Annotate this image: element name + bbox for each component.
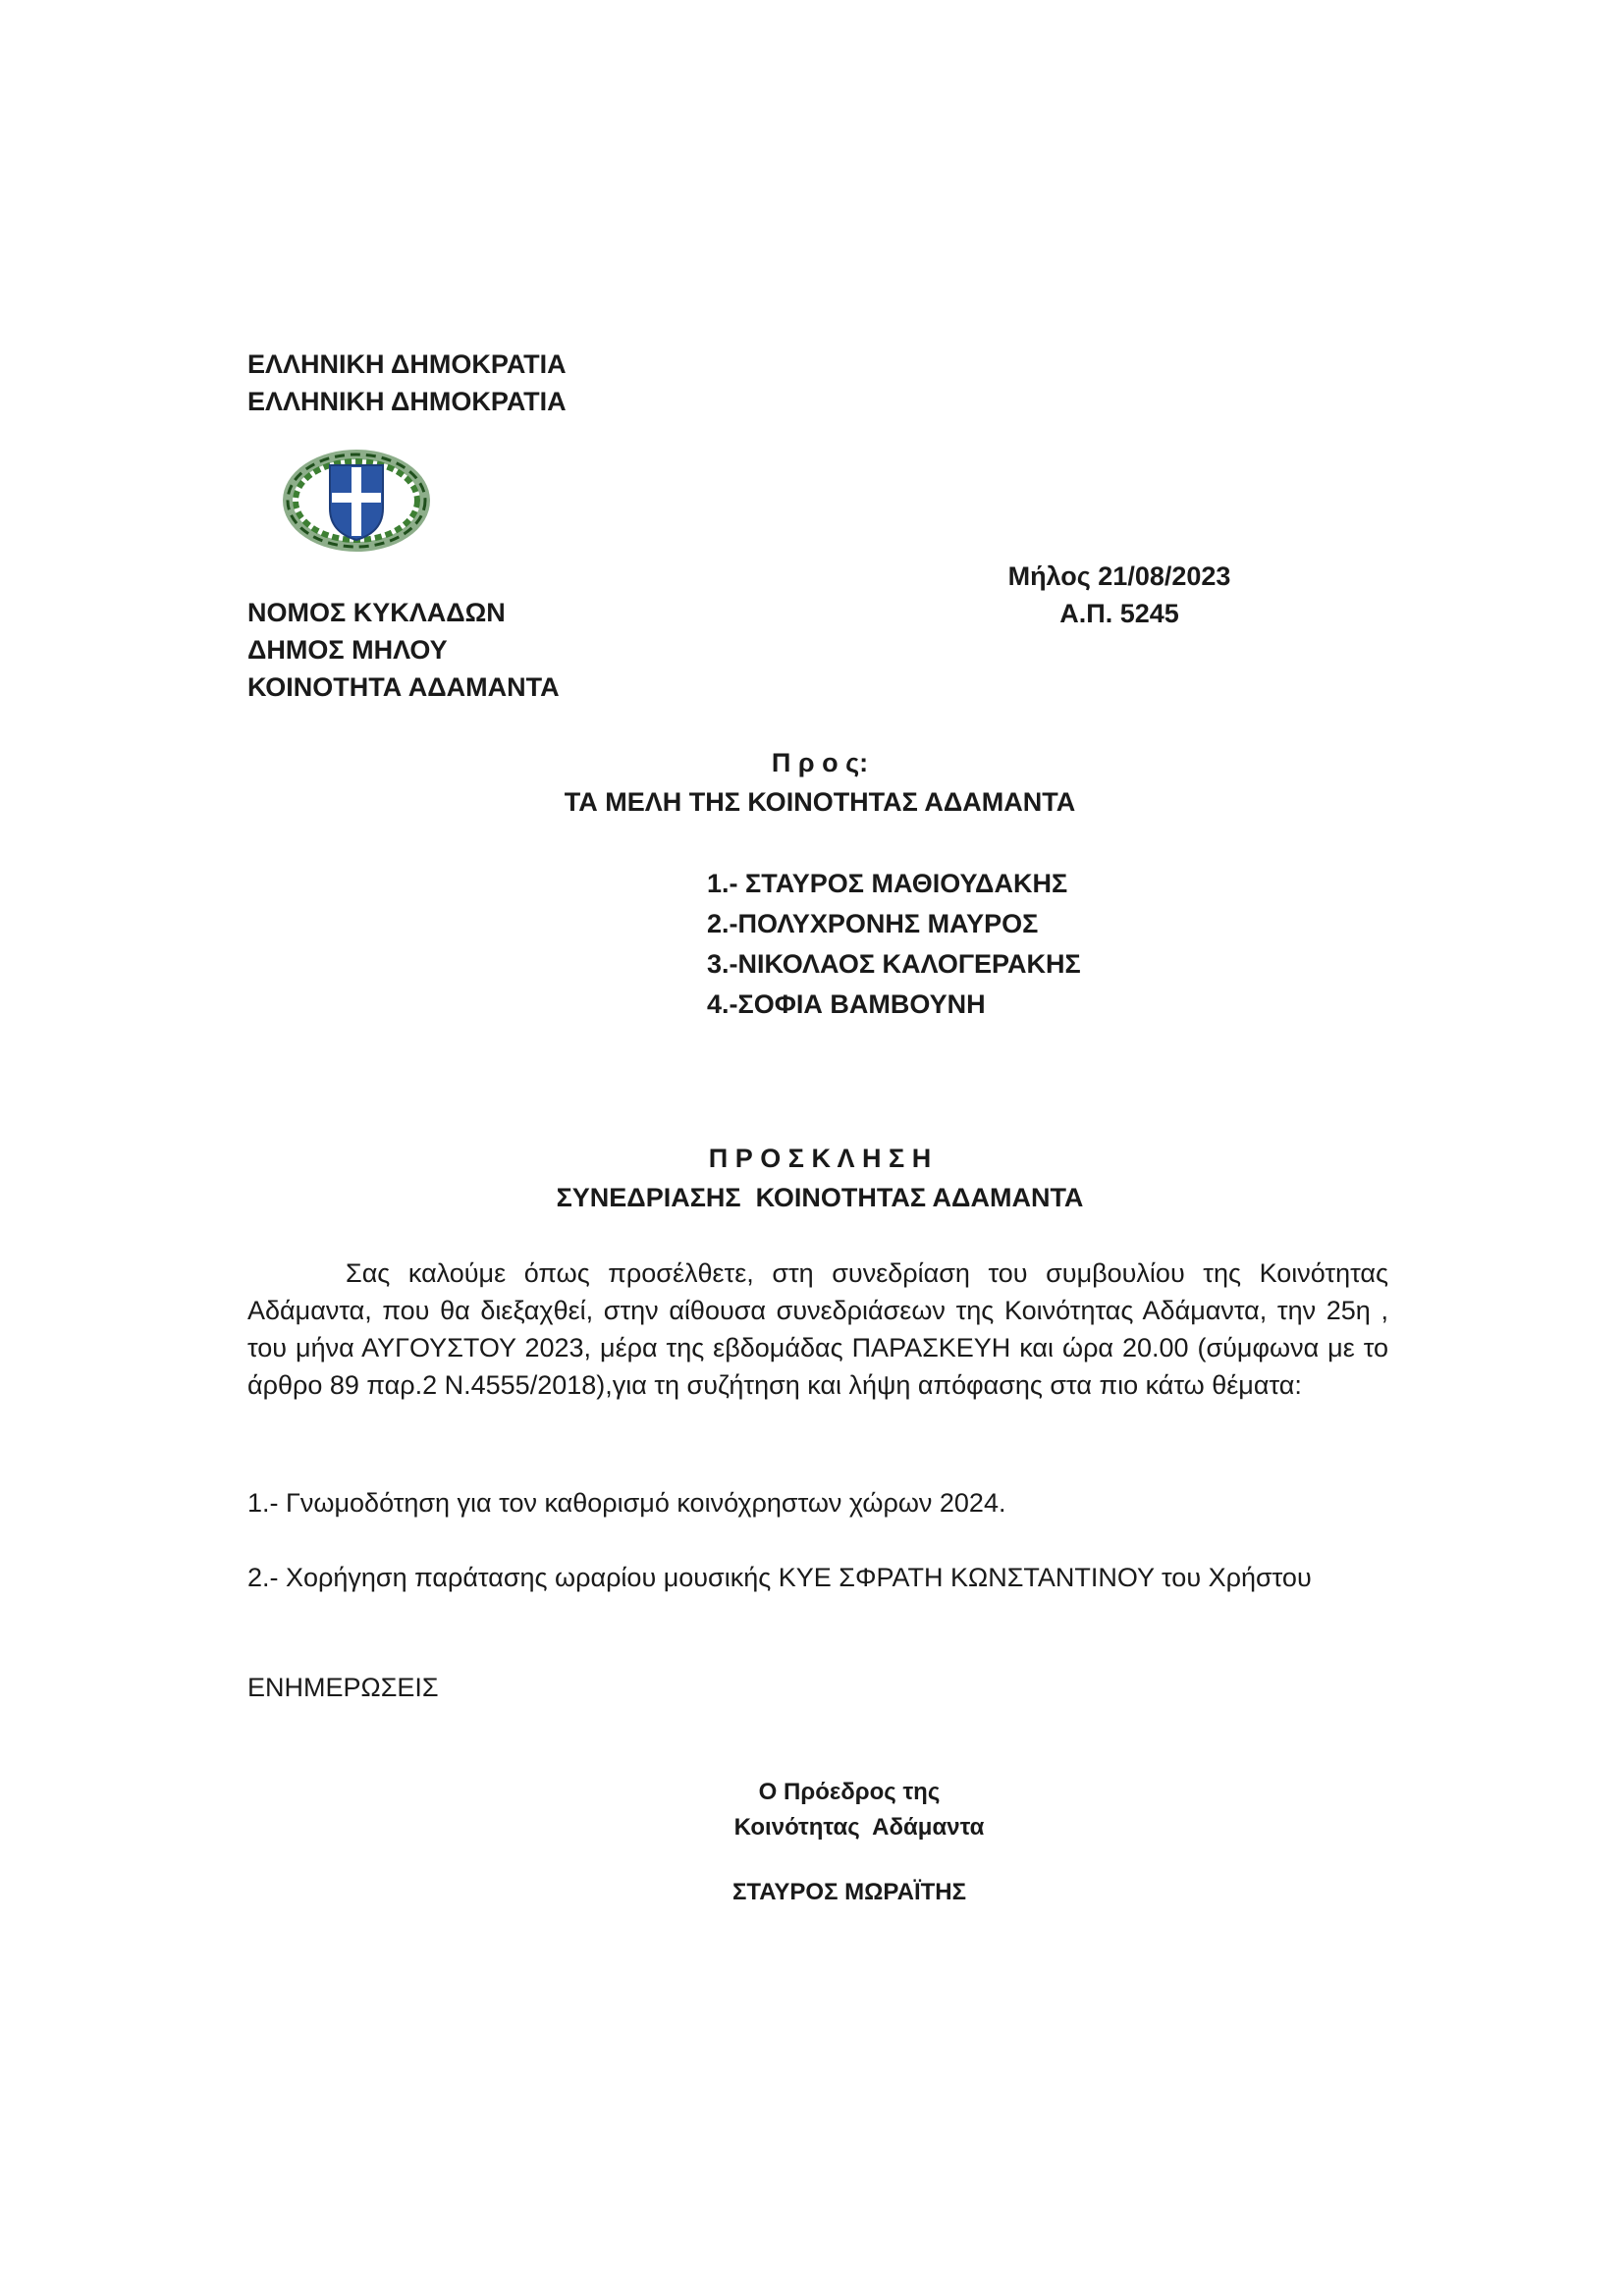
list-item: 4.-ΣΟΦΙΑ ΒΑΜΒΟΥΝΗ [707, 989, 986, 1019]
municipality: ΔΗΜΟΣ ΜΗΛΟΥ [247, 635, 448, 665]
addressee-block [393, 744, 1247, 821]
agenda-topic-1: 1.- Γνωμοδότηση για τον καθορισμό κοινόχρηστων χώρων 2024. [247, 1488, 1006, 1518]
protocol-number: Α.Π. 5245 [1059, 599, 1179, 628]
administration-block [247, 594, 560, 706]
list-item: 2.-ΠΟΛΥΧΡΟΝΗΣ ΜΑΥΡΟΣ [707, 909, 1039, 938]
republic-line-2: ΕΛΛΗΝΙΚΗ ΔΗΜΟΚΡΑΤΙΑ [247, 387, 567, 416]
community: ΚΟΙΝΟΤΗΤΑ ΑΔΑΜΑΝΤΑ [247, 672, 560, 702]
signature-name-block [687, 1875, 1011, 1910]
to-line: ΤΑ ΜΕΛΗ ΤΗΣ ΚΟΙΝΟΤΗΤΑΣ ΑΔΑΜΑΝΤΑ [564, 787, 1076, 817]
signature-role-2: Κοινότητας Αδάμαντα [733, 1814, 985, 1841]
agenda-topic-2: 2.- Χορήγηση παράτασης ωραρίου μουσικής ΚΥΕ ΣΦΡΑΤΗ ΚΩΝΣΤΑΝΤΙΝΟΥ του Χρήστου [247, 1563, 1312, 1592]
list-item: 1.- ΣΤΑΥΡΟΣ ΜΑΘΙΟΥΔΑΚΗΣ [707, 869, 1068, 898]
invitation-title: Π Ρ Ο Σ Κ Λ Η Σ Η [708, 1144, 932, 1173]
signature-role-1: Ο Πρόεδρος της [758, 1779, 941, 1805]
date-protocol-block [957, 558, 1281, 632]
list-item: 3.-ΝΙΚΟΛΑΟΣ ΚΑΛΟΓΕΡΑΚΗΣ [707, 949, 1081, 979]
invitation-paragraph: Σας καλούμε όπως προσέλθετε, στη συνεδρίαση του συμβουλίου της Κοινότητας Αδάμαντα, που θα διεξαχθεί, στην αίθουσα συνεδριάσεων της Κοινότητας Αδάμαντα, την 25η , του μήνα ΑΥΓΟΥΣΤΟΥ 2023, μέρα της εβδομάδας ΠΑΡΑΣΚΕΥΗ και ώρα 20.00 (σύμφωνα με το άρθρο 89 παρ.2 Ν.4555/2018),για τη συζήτηση και λήψη απόφασης στα πιο κάτω θέματα: [247, 1258, 1388, 1400]
invitation-subtitle: ΣΥΝΕΔΡΙΑΣΗΣ ΚΟΙΝΟΤΗΤΑΣ ΑΔΑΜΑΝΤΑ [556, 1183, 1084, 1212]
signature-name: ΣΤΑΥΡΟΣ ΜΩΡΑΪΤΗΣ [731, 1879, 967, 1905]
signature-block [687, 1775, 1011, 1845]
greek-coat-of-arms-icon [283, 450, 430, 552]
republic-header [247, 346, 567, 420]
invitation-heading [393, 1139, 1247, 1217]
prefecture: ΝΟΜΟΣ ΚΥΚΛΑΔΩΝ [247, 598, 506, 627]
place-date: Μήλος 21/08/2023 [1007, 561, 1231, 591]
members-list [707, 864, 1081, 1025]
republic-line-1: ΕΛΛΗΝΙΚΗ ΔΗΜΟΚΡΑΤΙΑ [247, 349, 567, 379]
to-label: Π ρ ο ς: [771, 748, 869, 777]
briefings-label: ΕΝΗΜΕΡΩΣΕΙΣ [247, 1673, 439, 1702]
